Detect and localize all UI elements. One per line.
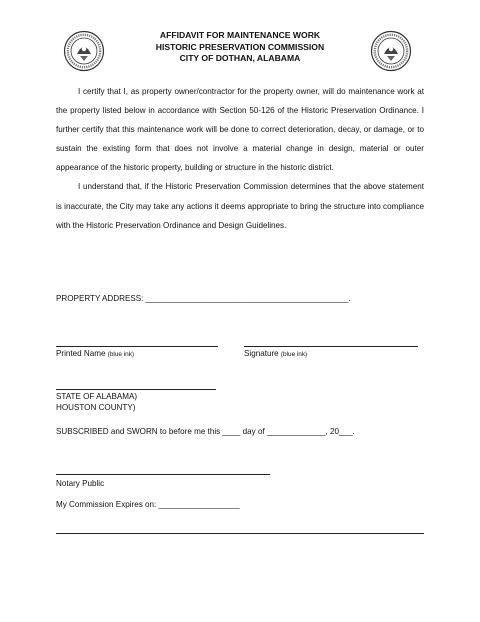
notary-signature-line[interactable]: [56, 474, 270, 475]
title-line-3: CITY OF DOTHAN, ALABAMA: [179, 53, 301, 63]
jurisdiction-line: [56, 389, 216, 390]
affidavit-body: [56, 82, 424, 235]
printed-name-label: Printed Name: [56, 349, 106, 358]
title-line-1: AFFIDAVIT FOR MAINTENANCE WORK: [159, 30, 321, 40]
property-address-field[interactable]: PROPERTY ADDRESS: _____________________________________________.: [56, 294, 351, 303]
state-line: STATE OF ALABAMA): [56, 392, 138, 401]
signature-caption: [244, 349, 307, 360]
signature-note: (blue ink): [280, 351, 308, 358]
printed-name-caption: [56, 349, 134, 360]
printed-name-line[interactable]: [56, 346, 218, 347]
signature-label: Signature: [244, 349, 279, 358]
understanding-paragraph: I understand that, if the Historic Preservation Commission determines that the above statement is inaccurate, the City may take any actions it deems appropriate to bring the structure into compliance with the Historic Preservation Ordinance and Design Guidelines.: [56, 182, 424, 230]
commission-expires-field[interactable]: My Commission Expires on: __________________: [56, 500, 240, 509]
county-line: HOUSTON COUNTY): [56, 403, 136, 412]
document-header: [100, 30, 380, 65]
footer-rule: [56, 533, 424, 534]
certification-paragraph: I certify that I, as property owner/contractor for the property owner, will do maintenance work at the property listed below in accordance with Section 50-126 of the Historic Preservation Ordinance. I further certify that this maintenance work will be done to correct deterioration, decay, or damage, or to sustain the existing form that does not involve a material change in design, material or outer appearance of the historic property, building or structure in the historic district.: [56, 87, 424, 173]
notary-label: Notary Public: [56, 479, 105, 488]
printed-name-note: (blue ink): [107, 351, 135, 358]
signature-line[interactable]: [244, 346, 418, 347]
title-line-2: HISTORIC PRESERVATION COMMISSION: [155, 41, 325, 52]
sworn-statement[interactable]: SUBSCRIBED and SWORN to before me this ____ day of _____________, 20___.: [56, 427, 355, 436]
city-seal-left-icon: [63, 30, 105, 72]
